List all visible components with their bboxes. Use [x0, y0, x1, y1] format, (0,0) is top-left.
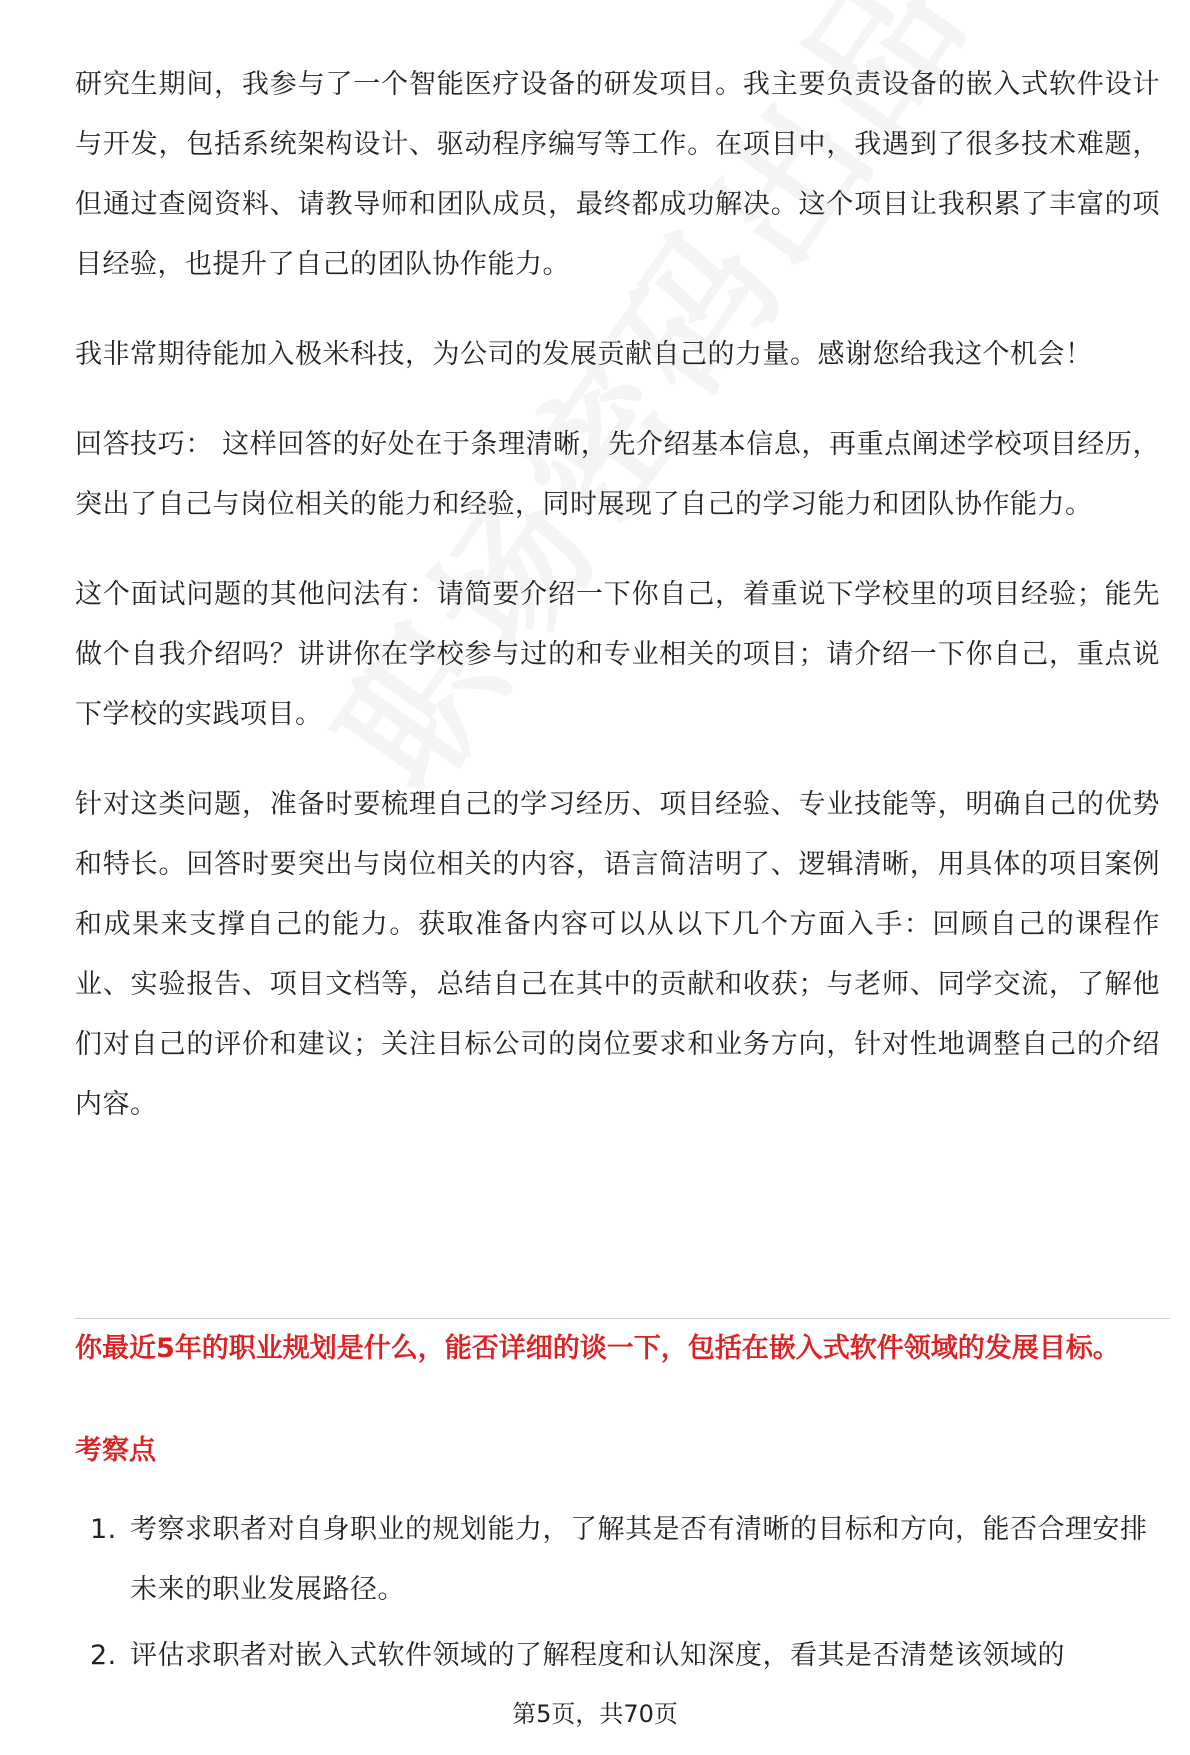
section-title-assessment-points: 考察点 [75, 1435, 156, 1466]
section-divider [75, 1318, 1170, 1319]
list-item-text: 评估求职者对嵌入式软件领域的了解程度和认知深度，看其是否清楚该领域的 [130, 1640, 1065, 1671]
list-item [75, 1626, 1160, 1686]
list-item-text: 考察求职者对自身职业的规划能力，了解其是否有清晰的目标和方向，能否合理安排未来的职业发展路径。 [130, 1514, 1148, 1605]
interview-question: 你最近5年的职业规划是什么，能否详细的谈一下，包括在嵌入式软件领域的发展目标。 [75, 1333, 1120, 1364]
paragraph-closing: 我非常期待能加入极米科技，为公司的发展贡献自己的力量。感谢您给我这个机会！ [75, 339, 1093, 370]
list-item [75, 1500, 1160, 1620]
list-item-number: 1. [90, 1514, 117, 1545]
paragraph-project-experience: 研究生期间，我参与了一个智能医疗设备的研发项目。我主要负责设备的嵌入式软件设计与开发，包括系统架构设计、驱动程序编写等工作。在项目中，我遇到了很多技术难题，但通过查阅资料、请教导师和团队成员，最终都成功解决。这个项目让我积累了丰富的项目经验，也提升了自己的团队协作能力。 [75, 69, 1160, 280]
body-content [75, 55, 1160, 1165]
assessment-points-list [75, 1500, 1160, 1692]
paragraph-preparation-advice: 针对这类问题，准备时要梳理自己的学习经历、项目经验、专业技能等，明确自己的优势和特长。回答时要突出与岗位相关的内容，语言简洁明了、逻辑清晰，用具体的项目案例和成果来支撑自己的能力。获取准备内容可以从以下几个方面入手：回顾自己的课程作业、实验报告、项目文档等，总结自己在其中的贡献和收获；与老师、同学交流，了解他们对自己的评价和建议；关注目标公司的岗位要求和业务方向，针对性地调整自己的介绍内容。 [75, 789, 1160, 1120]
paragraph-answer-tips: 回答技巧： 这样回答的好处在于条理清晰，先介绍基本信息，再重点阐述学校项目经历，突出了自己与岗位相关的能力和经验，同时展现了自己的学习能力和团队协作能力。 [75, 429, 1160, 520]
paragraph-alternative-questions: 这个面试问题的其他问法有：请简要介绍一下你自己，着重说下学校里的项目经验；能先做个自我介绍吗？讲讲你在学校参与过的和专业相关的项目；请介绍一下你自己，重点说下学校的实践项目。 [75, 579, 1160, 730]
list-item-number: 2. [90, 1640, 117, 1671]
page-number-footer: 第5页，共70页 [512, 1700, 678, 1728]
